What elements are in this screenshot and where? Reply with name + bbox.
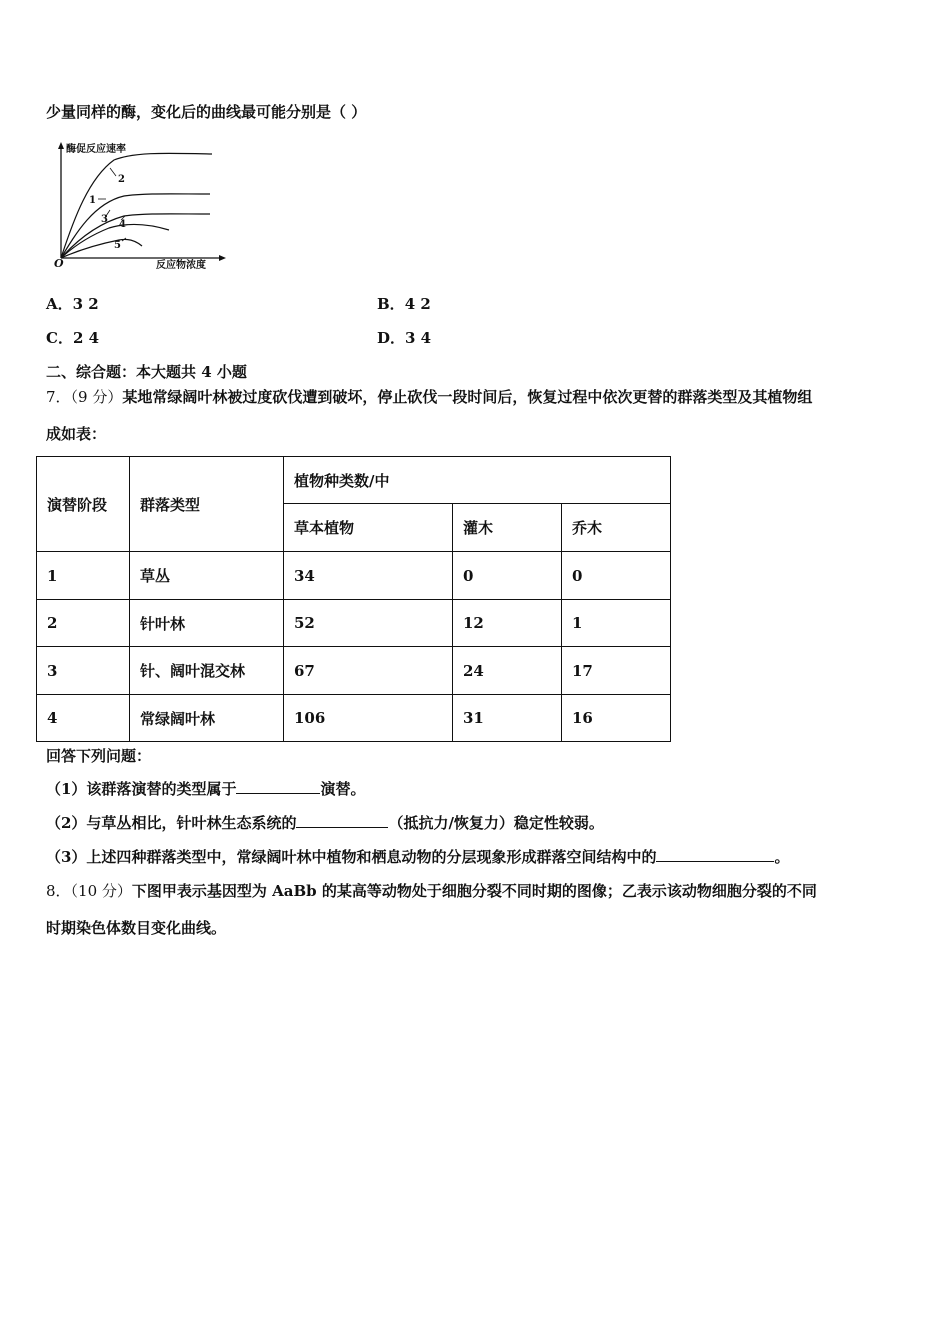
curve-5 [61, 239, 142, 258]
curve-1 [61, 194, 210, 258]
question7-stem-line1: 7．（9 分）某地常绿阔叶林被过度砍伐遭到破坏，停止砍伐一段时间后，恢复过程中依次更替的群落类型及其植物组 [46, 388, 813, 406]
curve-label-4: 4 [119, 219, 126, 230]
enzyme-rate-graph [44, 138, 234, 273]
option-d: D．3 4 [377, 329, 432, 347]
table-row: 4 常绿阔叶林 106 31 16 [37, 695, 671, 742]
header-species: 植物种类数/中 [284, 457, 671, 504]
curve-3 [61, 214, 210, 258]
y-axis-arrow [58, 142, 64, 149]
community-table [36, 456, 671, 742]
x-axis-label: 反应物浓度 [156, 260, 206, 271]
option-b: B．4 2 [377, 295, 431, 313]
curve-label-3: 3 [101, 214, 108, 225]
y-axis-label: 酶促反应速率 [66, 144, 126, 155]
question6-stem-tail: 少量同样的酶，变化后的曲线最可能分别是（ ） [46, 103, 367, 121]
question7-part1: （1）该群落演替的类型属于 演替。 [46, 780, 366, 798]
header-shrub: 灌木 [453, 504, 562, 552]
origin-label: O [54, 257, 64, 270]
header-stage: 演替阶段 [37, 457, 130, 552]
table-row: 2 针叶林 52 12 1 [37, 600, 671, 647]
curve-label-5: 5 [114, 240, 121, 251]
curve-label-1: 1 [89, 195, 96, 206]
x-axis-arrow [219, 255, 226, 261]
table-row: 1 草丛 34 0 0 [37, 552, 671, 600]
answer-blank-2[interactable] [296, 813, 388, 828]
curve-label-2: 2 [118, 174, 125, 185]
question8-stem-line2: 时期染色体数目变化曲线。 [46, 919, 227, 937]
table-row: 3 针、阔叶混交林 67 24 17 [37, 647, 671, 695]
answer-blank-1[interactable] [236, 779, 320, 794]
section-title: 二、综合题：本大题共 4 小题 [46, 363, 247, 381]
header-herb: 草本植物 [284, 504, 453, 552]
option-a: A．3 2 [46, 295, 99, 313]
header-tree: 乔木 [562, 504, 671, 552]
question7-stem-line2: 成如表： [46, 425, 107, 443]
answer-blank-3[interactable] [656, 847, 774, 862]
question7-part2: （2）与草丛相比，针叶林生态系统的 （抵抗力/恢复力）稳定性较弱。 [46, 814, 604, 832]
question7-part3: （3）上述四种群落类型中，常绿阔叶林中植物和栖息动物的分层现象形成群落空间结构中的 。 [46, 848, 790, 866]
answer-intro: 回答下列问题： [46, 747, 152, 765]
question8-stem-line1: 8．（10 分）下图甲表示基因型为 AaBb 的某高等动物处于细胞分裂不同时期的图像；乙表示该动物细胞分裂的不同 [46, 882, 817, 900]
header-type: 群落类型 [130, 457, 284, 552]
option-c: C．2 4 [46, 329, 100, 347]
